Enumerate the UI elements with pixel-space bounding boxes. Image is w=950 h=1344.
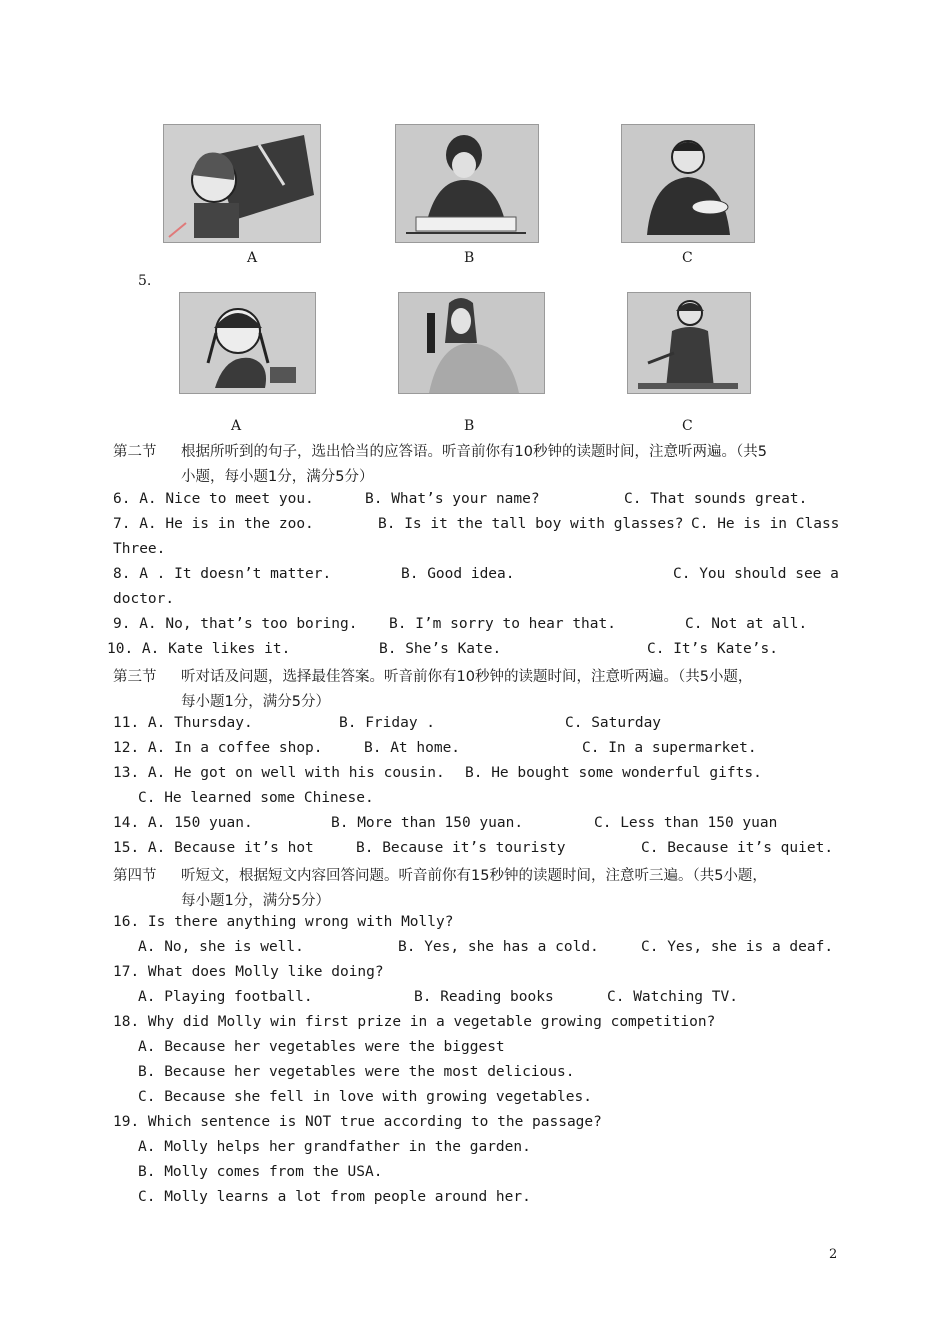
- q15-option-a: 15. A. Because it’s hot: [113, 840, 314, 856]
- q17-option-c: C. Watching TV.: [607, 989, 738, 1005]
- q4-label-c: C: [682, 250, 693, 266]
- woman-cooking-illustration: [628, 293, 750, 393]
- q18-option-c: C. Because she fell in love with growing vegetables.: [138, 1089, 592, 1105]
- q5-label-c: C: [682, 418, 693, 434]
- q10-option-a: 10. A. Kate likes it.: [107, 641, 291, 657]
- q8-option-a: 8. A . It doesn’t matter.: [113, 566, 332, 582]
- section2-instructions-cont: 小题，每小题1分，满分5分）: [181, 469, 374, 485]
- section4-title: 第四节: [113, 868, 157, 884]
- q19-option-b: B. Molly comes from the USA.: [138, 1164, 383, 1180]
- girl-on-phone-illustration: [180, 293, 315, 393]
- q6-option-a: 6. A. Nice to meet you.: [113, 491, 314, 507]
- q16-option-a: A. No, she is well.: [138, 939, 304, 955]
- q9-option-b: B. I’m sorry to hear that.: [389, 616, 616, 632]
- q4-label-a: A: [247, 250, 258, 266]
- q17-question: 17. What does Molly like doing?: [113, 964, 384, 980]
- q14-option-a: 14. A. 150 yuan.: [113, 815, 253, 831]
- section3-title: 第三节: [113, 669, 157, 685]
- q18-question: 18. Why did Molly win first prize in a vegetable growing competition?: [113, 1014, 716, 1030]
- q18-option-b: B. Because her vegetables were the most delicious.: [138, 1064, 575, 1080]
- q5-label-b: B: [464, 418, 475, 434]
- q13-option-a: 13. A. He got on well with his cousin.: [113, 765, 445, 781]
- q14-option-c: C. Less than 150 yuan: [594, 815, 778, 831]
- q5-number: 5.: [138, 273, 152, 289]
- section2-instructions: 根据所听到的句子，选出恰当的应答语。听音前你有10秒钟的读题时间，注意听两遍。（共5: [181, 444, 767, 460]
- q18-option-a: A. Because her vegetables were the biggest: [138, 1039, 505, 1055]
- q12-option-a: 12. A. In a coffee shop.: [113, 740, 323, 756]
- q9-option-a: 9. A. No, that’s too boring.: [113, 616, 358, 632]
- q5-picture-a: [179, 292, 316, 394]
- q8-option-c: C. You should see a: [673, 566, 839, 582]
- q4-picture-a: [163, 124, 321, 243]
- woman-drinking-illustration: [399, 293, 544, 393]
- q12-option-b: B. At home.: [364, 740, 461, 756]
- q5-picture-c: [627, 292, 751, 394]
- q16-question: 16. Is there anything wrong with Molly?: [113, 914, 454, 930]
- q11-option-c: C. Saturday: [565, 715, 662, 731]
- girl-reading-illustration: [164, 125, 320, 242]
- q13-option-b: B. He bought some wonderful gifts.: [465, 765, 762, 781]
- section4-instructions: 听短文，根据短文内容回答问题。听音前你有15秒钟的读题时间，注意听三遍。（共5小题，: [181, 868, 767, 884]
- q12-option-c: C. In a supermarket.: [582, 740, 757, 756]
- q5-picture-b: [398, 292, 545, 394]
- q7-option-c-cont: Three.: [113, 541, 166, 557]
- q16-option-b: B. Yes, she has a cold.: [398, 939, 599, 955]
- section3-instructions-cont: 每小题1分，满分5分）: [181, 694, 330, 710]
- page-number: 2: [829, 1247, 838, 1262]
- q4-picture-b: [395, 124, 539, 243]
- q11-option-b: B. Friday .: [339, 715, 436, 731]
- q7-option-c: C. He is in Class: [691, 516, 840, 532]
- q4-picture-c: [621, 124, 755, 243]
- q10-option-b: B. She’s Kate.: [379, 641, 502, 657]
- q17-option-b: B. Reading books: [414, 989, 554, 1005]
- section2-title: 第二节: [113, 444, 157, 460]
- q4-label-b: B: [464, 250, 475, 266]
- section3-instructions: 听对话及问题，选择最佳答案。听音前你有10秒钟的读题时间，注意听两遍。（共5小题，: [181, 669, 753, 685]
- q8-option-c-cont: doctor.: [113, 591, 175, 607]
- q14-option-b: B. More than 150 yuan.: [331, 815, 524, 831]
- q15-option-b: B. Because it’s touristy: [356, 840, 566, 856]
- q17-option-a: A. Playing football.: [138, 989, 313, 1005]
- q16-option-c: C. Yes, she is a deaf.: [641, 939, 834, 955]
- man-writing-illustration: [396, 125, 538, 242]
- q15-option-c: C. Because it’s quiet.: [641, 840, 834, 856]
- section4-instructions-cont: 每小题1分，满分5分）: [181, 893, 330, 909]
- q19-question: 19. Which sentence is NOT true according to the passage?: [113, 1114, 602, 1130]
- q5-label-a: A: [231, 418, 242, 434]
- q7-option-a: 7. A. He is in the zoo.: [113, 516, 314, 532]
- q19-option-a: A. Molly helps her grandfather in the garden.: [138, 1139, 531, 1155]
- q6-option-c: C. That sounds great.: [624, 491, 808, 507]
- q8-option-b: B. Good idea.: [401, 566, 515, 582]
- q6-option-b: B. What’s your name?: [365, 491, 540, 507]
- q10-option-c: C. It’s Kate’s.: [647, 641, 778, 657]
- q9-option-c: C. Not at all.: [685, 616, 808, 632]
- q7-option-b: B. Is it the tall boy with glasses?: [378, 516, 684, 532]
- q13-option-c: C. He learned some Chinese.: [138, 790, 374, 806]
- q19-option-c: C. Molly learns a lot from people around her.: [138, 1189, 531, 1205]
- q11-option-a: 11. A. Thursday.: [113, 715, 253, 731]
- man-eating-illustration: [622, 125, 754, 242]
